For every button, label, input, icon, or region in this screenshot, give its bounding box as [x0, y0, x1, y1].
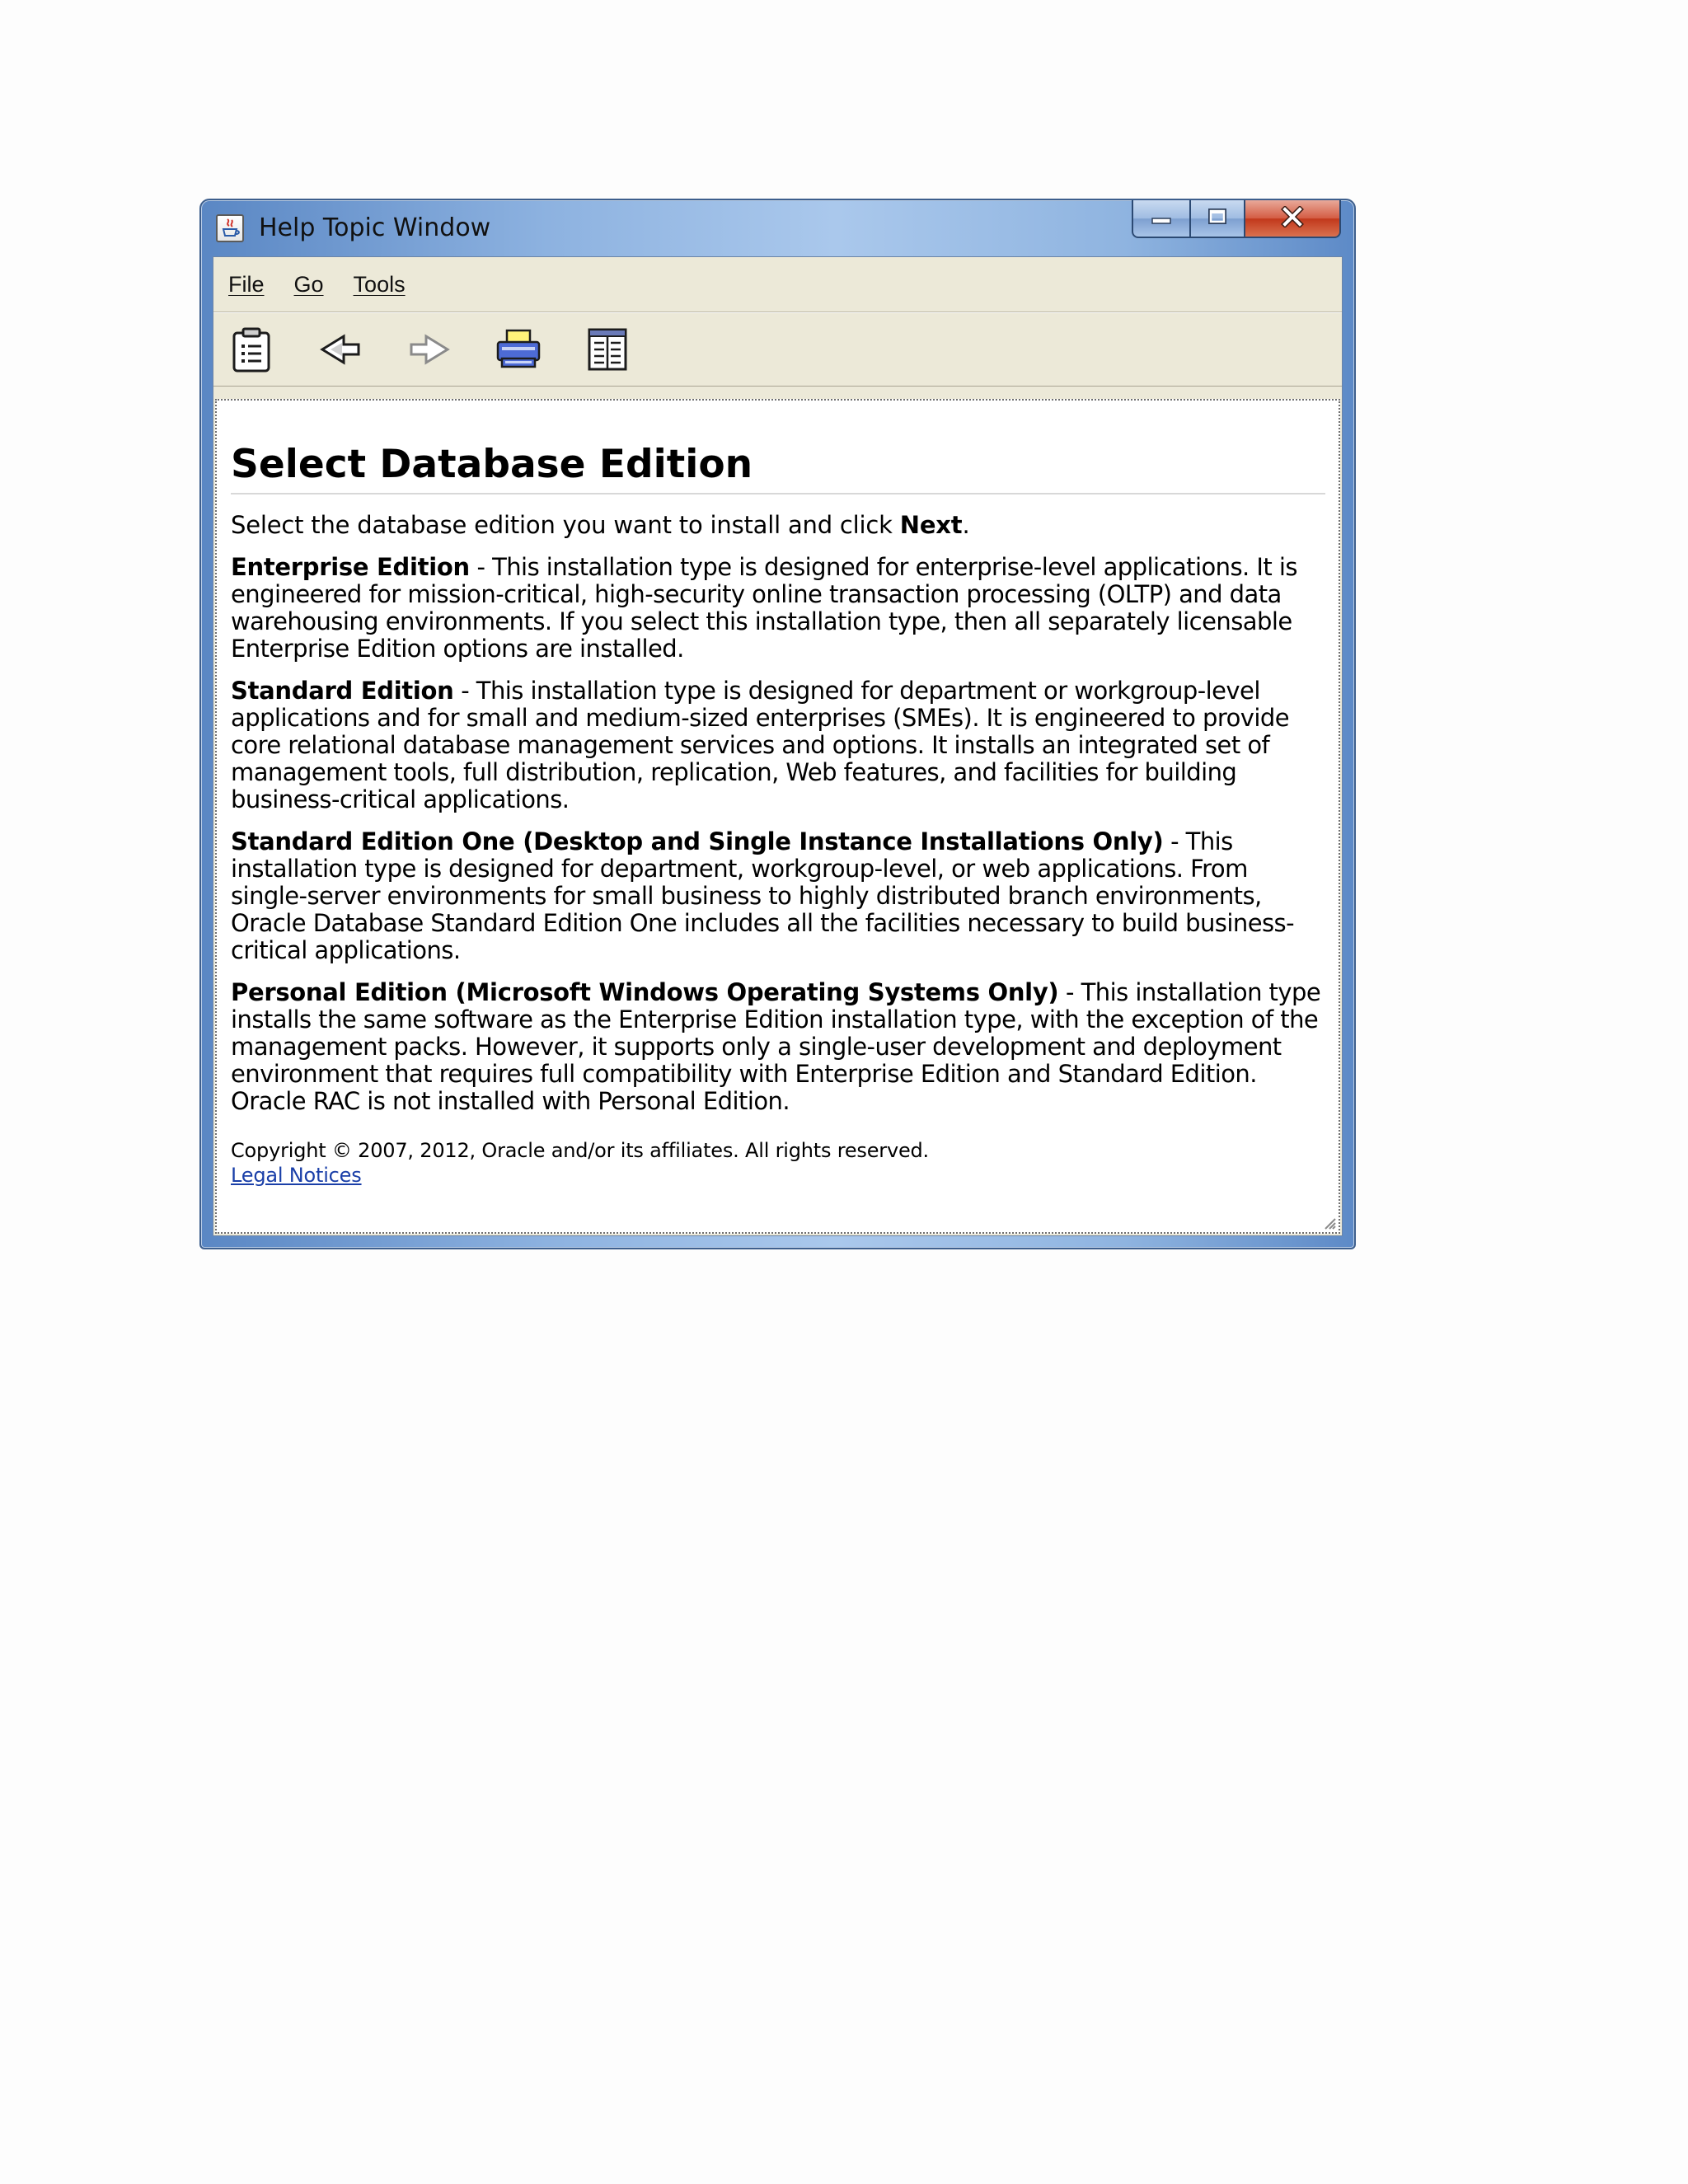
maximize-icon	[1207, 207, 1228, 230]
section-lead: Personal Edition (Microsoft Windows Operating Systems Only)	[231, 978, 1059, 1006]
section-text: - This installation type is designed for department or workgroup-level applications and for small and medium-sized enterprises (SMEs). It is engineered to provide core relational database management services and options. It installs an integrated set of management tools, full distribution, replication, Web features, and facilities for building business-critical applications.	[231, 677, 1290, 813]
contents-icon	[232, 326, 271, 373]
intro-period: .	[962, 511, 970, 539]
section-lead: Standard Edition	[231, 677, 454, 705]
minimize-icon	[1150, 209, 1173, 228]
close-icon	[1280, 206, 1305, 231]
minimize-button[interactable]	[1132, 200, 1191, 238]
forward-arrow-icon	[408, 331, 451, 368]
menu-bar	[213, 257, 1342, 312]
section-lead: Enterprise Edition	[231, 553, 470, 581]
section-lead: Standard Edition One (Desktop and Single Instance Installations Only)	[231, 827, 1164, 855]
section-text: - This installation type installs the same software as the Enterprise Edition installation type, with the exception of the management packs. However, it supports only a single-user development and deployment environment that requires full compatibility with Enterprise Edition and Standard Edition. Oracle RAC is not installed with Personal Edition.	[231, 978, 1321, 1115]
section-personal-edition	[231, 979, 1325, 1115]
menu-tools[interactable]: Tools	[353, 271, 406, 297]
window-title: Help Topic Window	[259, 213, 491, 242]
section-text: - This installation type is designed for department, workgroup-level, or web applications. From single-server environments for small business to highly distributed branch environments, Oracle Database Standard Edition One includes all the facilities necessary to build business-critical applications.	[231, 827, 1295, 964]
java-app-icon	[216, 214, 244, 242]
resize-grip-icon[interactable]	[1320, 1214, 1337, 1230]
maximize-button[interactable]	[1191, 200, 1245, 238]
caption-buttons	[1132, 200, 1341, 240]
legal-notices-link[interactable]: Legal Notices	[231, 1164, 362, 1187]
copyright-notice: Copyright © 2007, 2012, Oracle and/or its affiliates. All rights reserved.	[231, 1139, 929, 1162]
page-title: Select Database Edition	[231, 440, 1325, 494]
forward-button[interactable]	[406, 325, 452, 374]
page-setup-button[interactable]	[584, 325, 631, 374]
section-text: - This installation type is designed for enterprise-level applications. It is engineered for mission-critical, high-security online transaction processing (OLTP) and data warehousing environments. If you select this installation type, then all separately licensable Enterprise Edition options are installed.	[231, 553, 1297, 663]
help-content-pane[interactable]	[215, 399, 1340, 1234]
back-arrow-icon	[319, 331, 362, 368]
menu-go[interactable]: Go	[293, 271, 324, 297]
contents-button[interactable]	[228, 325, 274, 374]
menu-file[interactable]: File	[228, 271, 265, 297]
section-enterprise-edition	[231, 554, 1325, 663]
back-button[interactable]	[317, 325, 363, 374]
section-standard-edition-one	[231, 828, 1325, 964]
help-topic-window	[199, 199, 1356, 1249]
close-button[interactable]	[1245, 200, 1341, 238]
section-standard-edition	[231, 677, 1325, 813]
client-area	[213, 256, 1343, 1236]
intro-paragraph	[231, 511, 1325, 539]
toolbar	[213, 312, 1342, 387]
print-icon	[495, 329, 542, 370]
print-button[interactable]	[495, 325, 542, 374]
page-setup-icon	[587, 326, 628, 373]
title-bar[interactable]	[201, 200, 1354, 256]
intro-text: Select the database edition you want to install and click	[231, 511, 900, 539]
intro-next-keyword: Next	[899, 511, 963, 539]
